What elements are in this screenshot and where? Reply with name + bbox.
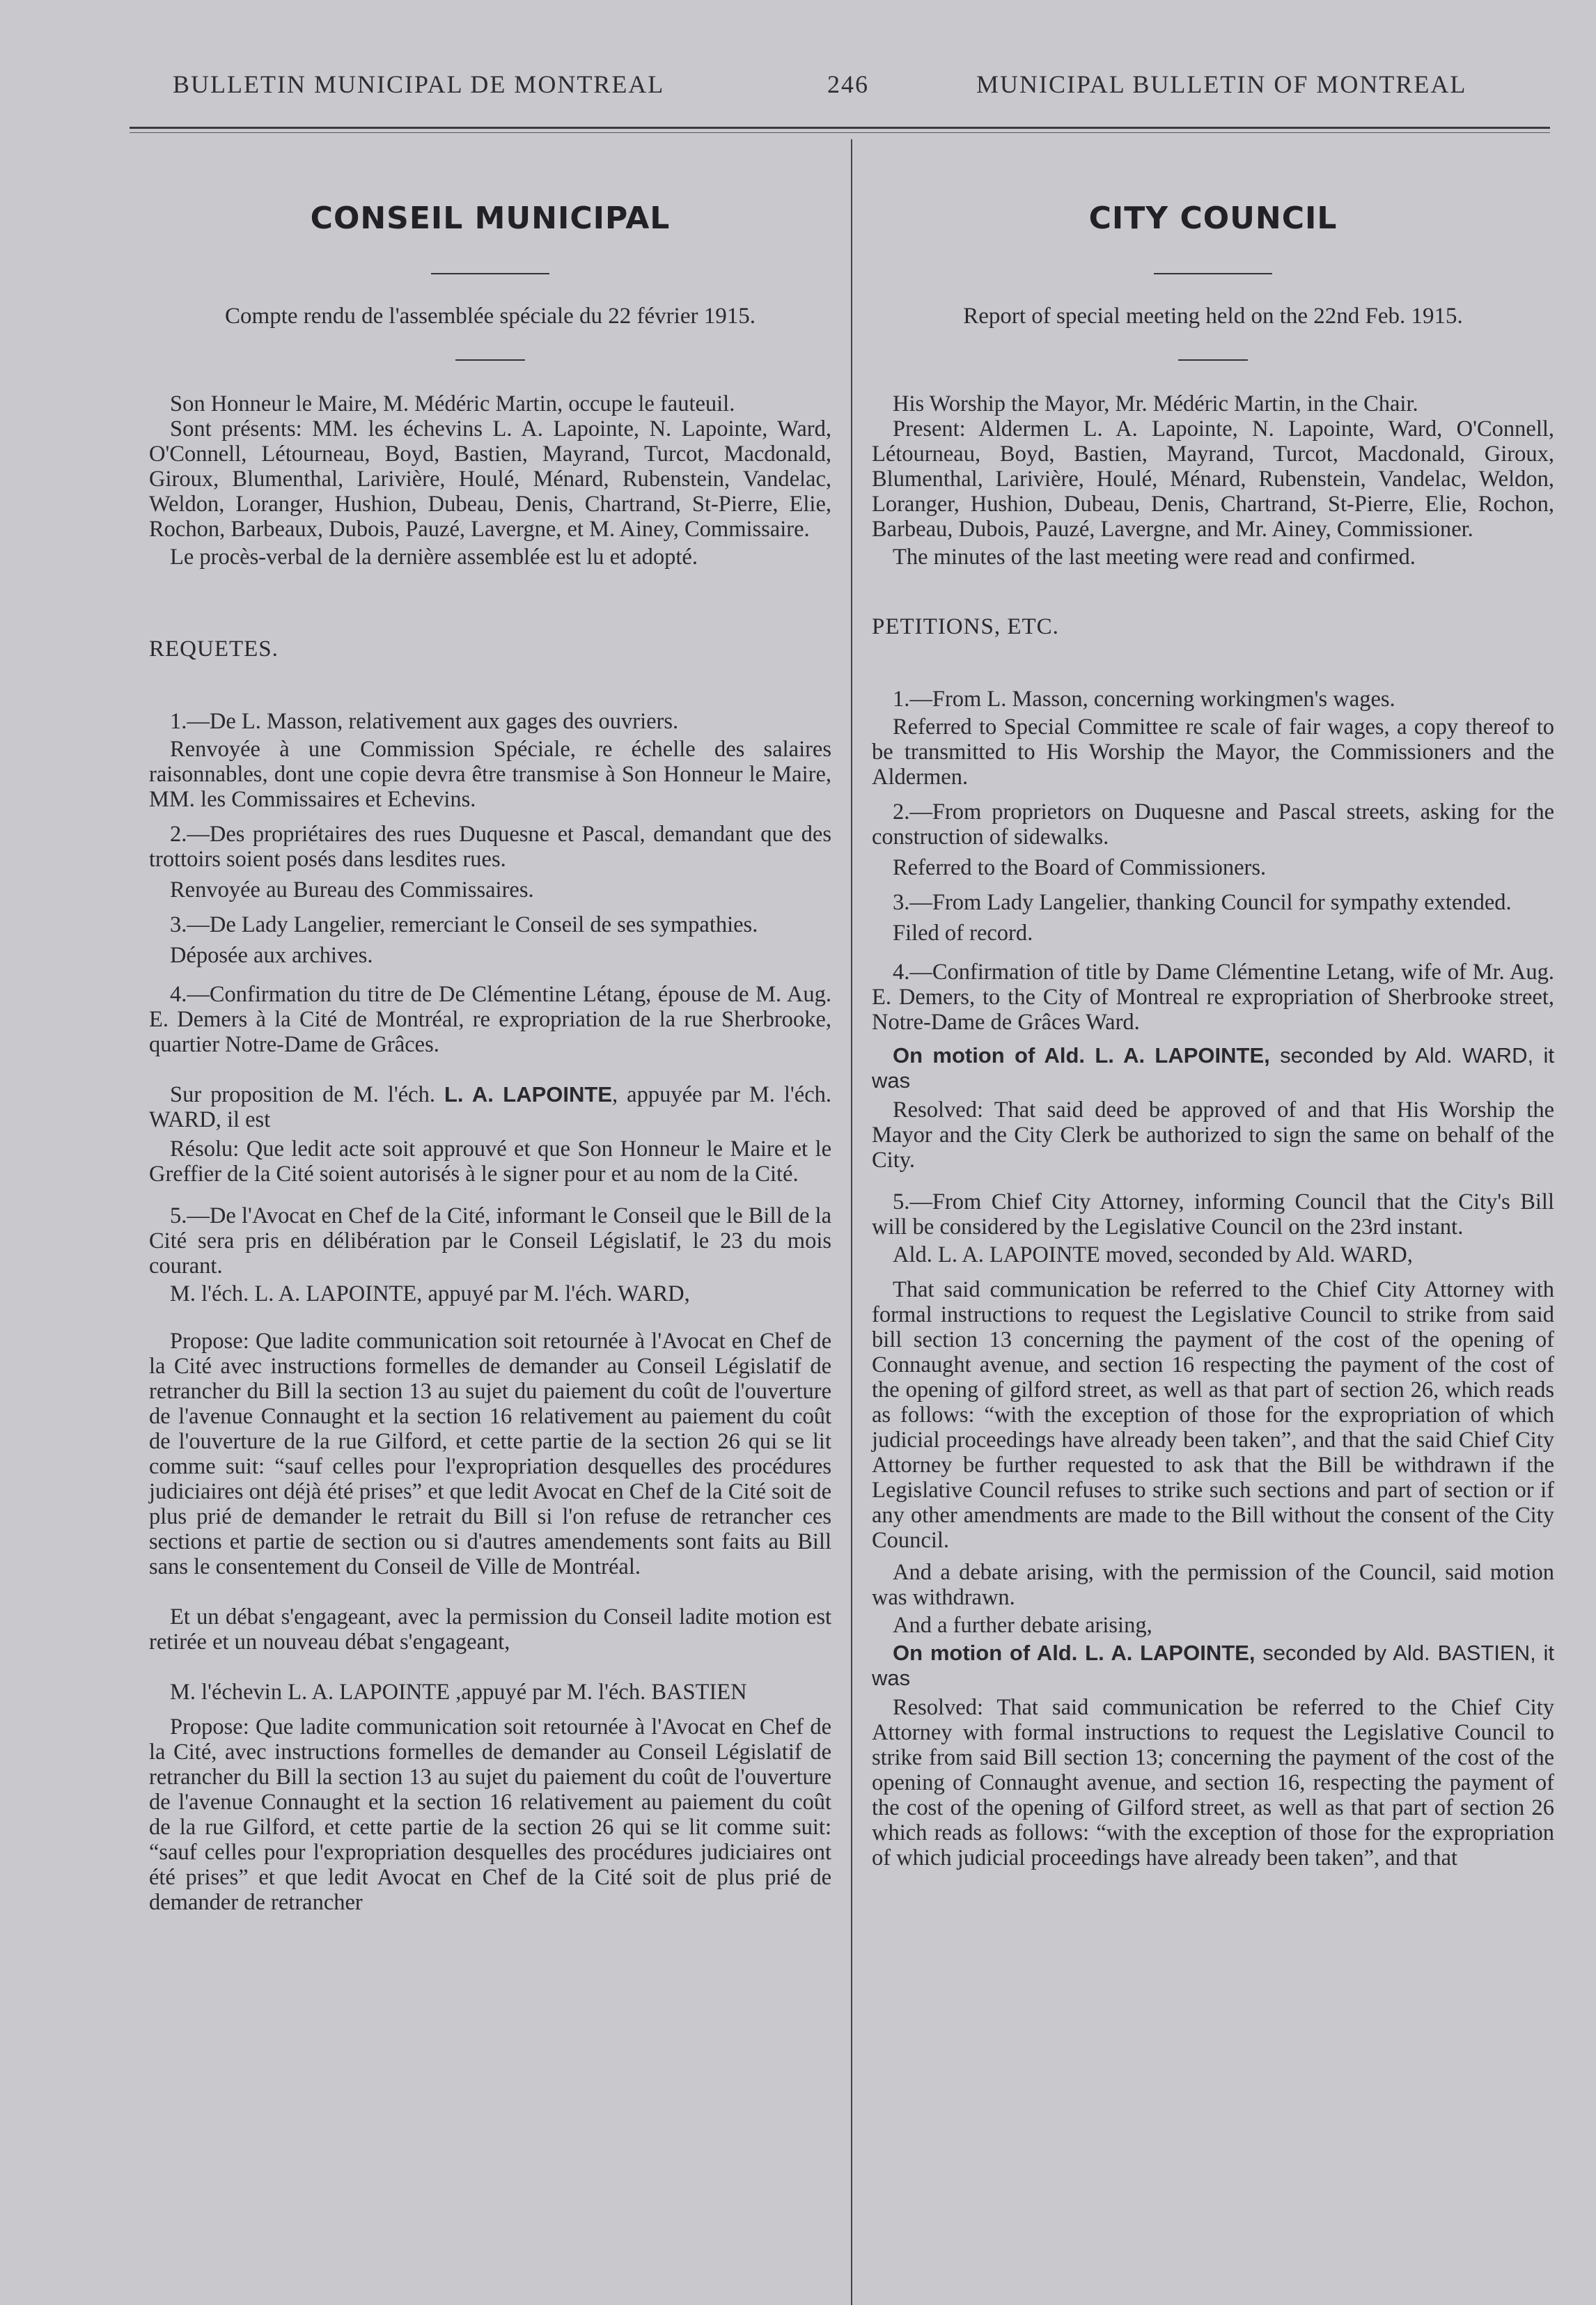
french-item-4: 4.—Confirmation du titre de De Clémentine Létang, épouse de M. Aug. E. Demers à la Cité de Montréal, re expropriation de la rue Sherbrooke, quartier Notre-Dame de Grâces. [149,982,831,1057]
english-item-3: 3.—From Lady Langelier, thanking Council for sympathy extended. [893,890,1512,915]
header-rule-thin [130,132,1550,133]
french-debate-1: Et un débat s'engageant, avec la permission du Conseil ladite motion est retirée et un nouveau débat s'engageant, [149,1604,831,1655]
french-minutes-paragraph: Le procès-verbal de la dernière assemblée est lu et adopté. [170,545,698,570]
english-item-2: 2.—From proprietors on Duquesne and Pascal streets, asking for the construction of sidewalks. [872,799,1554,850]
english-chair-paragraph: His Worship the Mayor, Mr. Médéric Martin, in the Chair. [893,391,1418,416]
page-number: 246 [827,70,869,98]
english-item-1-action: Referred to Special Committee re scale of fair wages, a copy thereof to be transmitted to His Worship the Mayor, the Commissioners and the Aldermen. [872,714,1554,790]
header-rule [130,127,1550,129]
english-minutes-paragraph: The minutes of the last meeting were read and confirmed. [893,545,1416,570]
english-motion-1-intro: On motion of Ald. L. A. LAPOINTE, seconded by Ald. WARD, it was [872,1043,1554,1093]
french-item-5-mover: M. l'éch. L. A. LAPOINTE, appuyé par M. l'éch. WARD, [170,1281,690,1306]
english-item-5-mover: Ald. L. A. LAPOINTE moved, seconded by Ald. WARD, [893,1242,1413,1267]
title-rule [1154,273,1272,274]
french-mover-2: M. l'échevin L. A. LAPOINTE ,appuyé par M. l'éch. BASTIEN [170,1680,747,1705]
english-motion-2-resolved: Resolved: That said communication be referred to the Chief City Attorney with formal instructions to request the Legislative Council to strike from said Bill section 13; concerning the payment of the cost of the opening of Connaught avenue, and section 16, respecting the payment of the cost of the opening of Gilford street, as well as that part of section 26 which reads as follows: “with the exception of those for the expropriation of which judicial proceedings have already been taken”, and that [872,1695,1554,1870]
title-rule [431,273,549,274]
french-proposal-2: Propose: Que ladite communication soit retournée à l'Avocat en Chef de la Cité, avec instructions formelles de demander au Conseil Législatif de retrancher du Bill la section 13 au sujet du paiement du coût de l'ouverture de l'avenue Connaught et la section 16 relativement au paiement du coût de la rue Gilford, et cette partie de la section 26 qui se lit comme suit: “sauf celles pour l'expropriation desquelles des procédures judiciaires ont été prises” et que ledit Avocat en Chef de la Cité soit de plus prié de demander de retrancher [149,1714,831,1915]
english-attendance-paragraph: Present: Aldermen L. A. Lapointe, N. Lapointe, Ward, O'Connell, Létourneau, Boyd, Bastien, Mayrand, Turcot, Macdonald, Giroux, Blumenthal, Larivière, Houlé, Ménard, Rubenstein, Vandelac, Weldon, Loranger, Hushion, Dubeau, Denis, Chartrand, St-Pierre, Elie, Rochon, Barbeau, Dubois, Pauzé, Lavergne, and Mr. Ainey, Commissioner. [872,416,1554,542]
french-chair-paragraph: Son Honneur le Maire, M. Médéric Martin, occupe le fauteuil. [170,391,735,416]
subtitle-rule [1178,359,1248,361]
english-section-title: CITY COUNCIL [1088,201,1338,236]
english-debate-2: And a further debate arising, [893,1613,1152,1638]
french-petitions-heading: REQUETES. [149,636,279,662]
english-motion-2-intro: On motion of Ald. L. A. LAPOINTE, seconded by Ald. BASTIEN, it was [872,1641,1554,1690]
running-head-english: MUNICIPAL BULLETIN OF MONTREAL [976,70,1467,98]
french-motion-1-resolved: Résolu: Que ledit acte soit approuvé et que Son Honneur le Maire et le Greffier de la Cité soient autorisés à le signer pour et au nom de la Cité. [149,1136,831,1187]
french-item-1-action: Renvoyée à une Commission Spéciale, re échelle des salaires raisonnables, dont une copie devra être transmise à Son Honneur le Maire, MM. les Commissaires et Echevins. [149,737,831,812]
french-attendance-paragraph: Sont présents: MM. les échevins L. A. Lapointe, N. Lapointe, Ward, O'Connell, Létourneau, Boyd, Bastien, Mayrand, Turcot, Macdonald, Giroux, Blumenthal, Larivière, Houlé, Ménard, Rubenstein, Vandelac, Weldon, Loranger, Hushion, Dubeau, Denis, Chartrand, St-Pierre, Elie, Rochon, Barbeaux, Dubois, Pauzé, Lavergne, et M. Ainey, Commissaire. [149,416,831,542]
column-divider [851,139,852,2305]
english-item-1: 1.—From L. Masson, concerning workingmen's wages. [893,687,1395,712]
english-meeting-subtitle: Report of special meeting held on the 22nd Feb. 1915. [963,304,1463,329]
english-item-5: 5.—From Chief City Attorney, informing Council that the City's Bill will be considered by the Legislative Council on the 23rd instant. [872,1189,1554,1240]
english-motion-1-resolved: Resolved: That said deed be approved of and that His Worship the Mayor and the City Clerk be authorized to sign the same on behalf of the City. [872,1097,1554,1173]
french-column [149,139,831,1915]
french-item-3: 3.—De Lady Langelier, remerciant le Conseil de ses sympathies. [170,912,758,937]
french-item-5: 5.—De l'Avocat en Chef de la Cité, informant le Conseil que le Bill de la Cité sera pris en délibération par le Conseil Législatif, le 23 du mois courant. [149,1203,831,1279]
english-petitions-heading: PETITIONS, ETC. [872,614,1059,639]
english-column [872,139,1554,1870]
french-proposal-1: Propose: Que ladite communication soit retournée à l'Avocat en Chef de la Cité avec instructions formelles de demander au Conseil Législatif de retrancher du Bill la section 13 au sujet du paiement du coût de l'ouverture de l'avenue Connaught et la section 16 relativement au paiement du coût de l'ouverture de la rue Gilford, et cette partie de la section 26 qui se lit comme suit: “sauf celles pour l'expropriation desquelles des procédures judiciaires ont déjà été prises” et que ledit Avocat en Chef de la Cité soit de plus prié de demander le retrait du Bill si l'on refuse de retrancher ces sections et partie de section ou si d'autres amendements sont faits au Bill sans le consentement du Conseil de Ville de Montréal. [149,1329,831,1579]
french-item-3-action: Déposée aux archives. [170,943,373,968]
french-item-1: 1.—De L. Masson, relativement aux gages des ouvriers. [170,709,679,734]
french-motion-1-intro: Sur proposition de M. l'éch. L. A. LAPOINTE, appuyée par M. l'éch. WARD, il est [149,1082,832,1132]
subtitle-rule [455,359,525,361]
french-item-2: 2.—Des propriétaires des rues Duquesne et Pascal, demandant que des trottoirs soient posés dans lesdites rues. [149,822,831,872]
english-item-2-action: Referred to the Board of Commissioners. [893,855,1267,880]
english-item-4: 4.—Confirmation of title by Dame Clémentine Letang, wife of Mr. Aug. E. Demers, to the City of Montreal re expropriation of Sherbrooke street, Notre-Dame de Grâces Ward. [872,960,1554,1035]
french-section-title: CONSEIL MUNICIPAL [310,201,671,236]
french-meeting-subtitle: Compte rendu de l'assemblée spéciale du 22 février 1915. [225,304,756,329]
english-item-3-action: Filed of record. [893,921,1033,946]
running-head-french: BULLETIN MUNICIPAL DE MONTREAL [173,70,665,98]
french-item-2-action: Renvoyée au Bureau des Commissaires. [170,877,534,903]
english-proposal-1: That said communication be referred to the Chief City Attorney with formal instructions to request the Legislative Council to strike from said bill section 13 concerning the payment of the cost of the opening of Connaught avenue, and section 16 respecting the payment of the cost of the opening of gilford street, as well as that part of section 26, which reads as follows: “with the exception of those for the expropriation of which judicial proceedings have already been taken”, and that the said Chief City Attorney be further requested to ask that the Bill be withdrawn if the Legislative Council refuses to strike such sections and part of section or if any other amendments are made to the Bill without the consent of the City Council. [872,1277,1554,1553]
english-debate-1: And a debate arising, with the permission of the Council, said motion was withdrawn. [872,1560,1554,1610]
